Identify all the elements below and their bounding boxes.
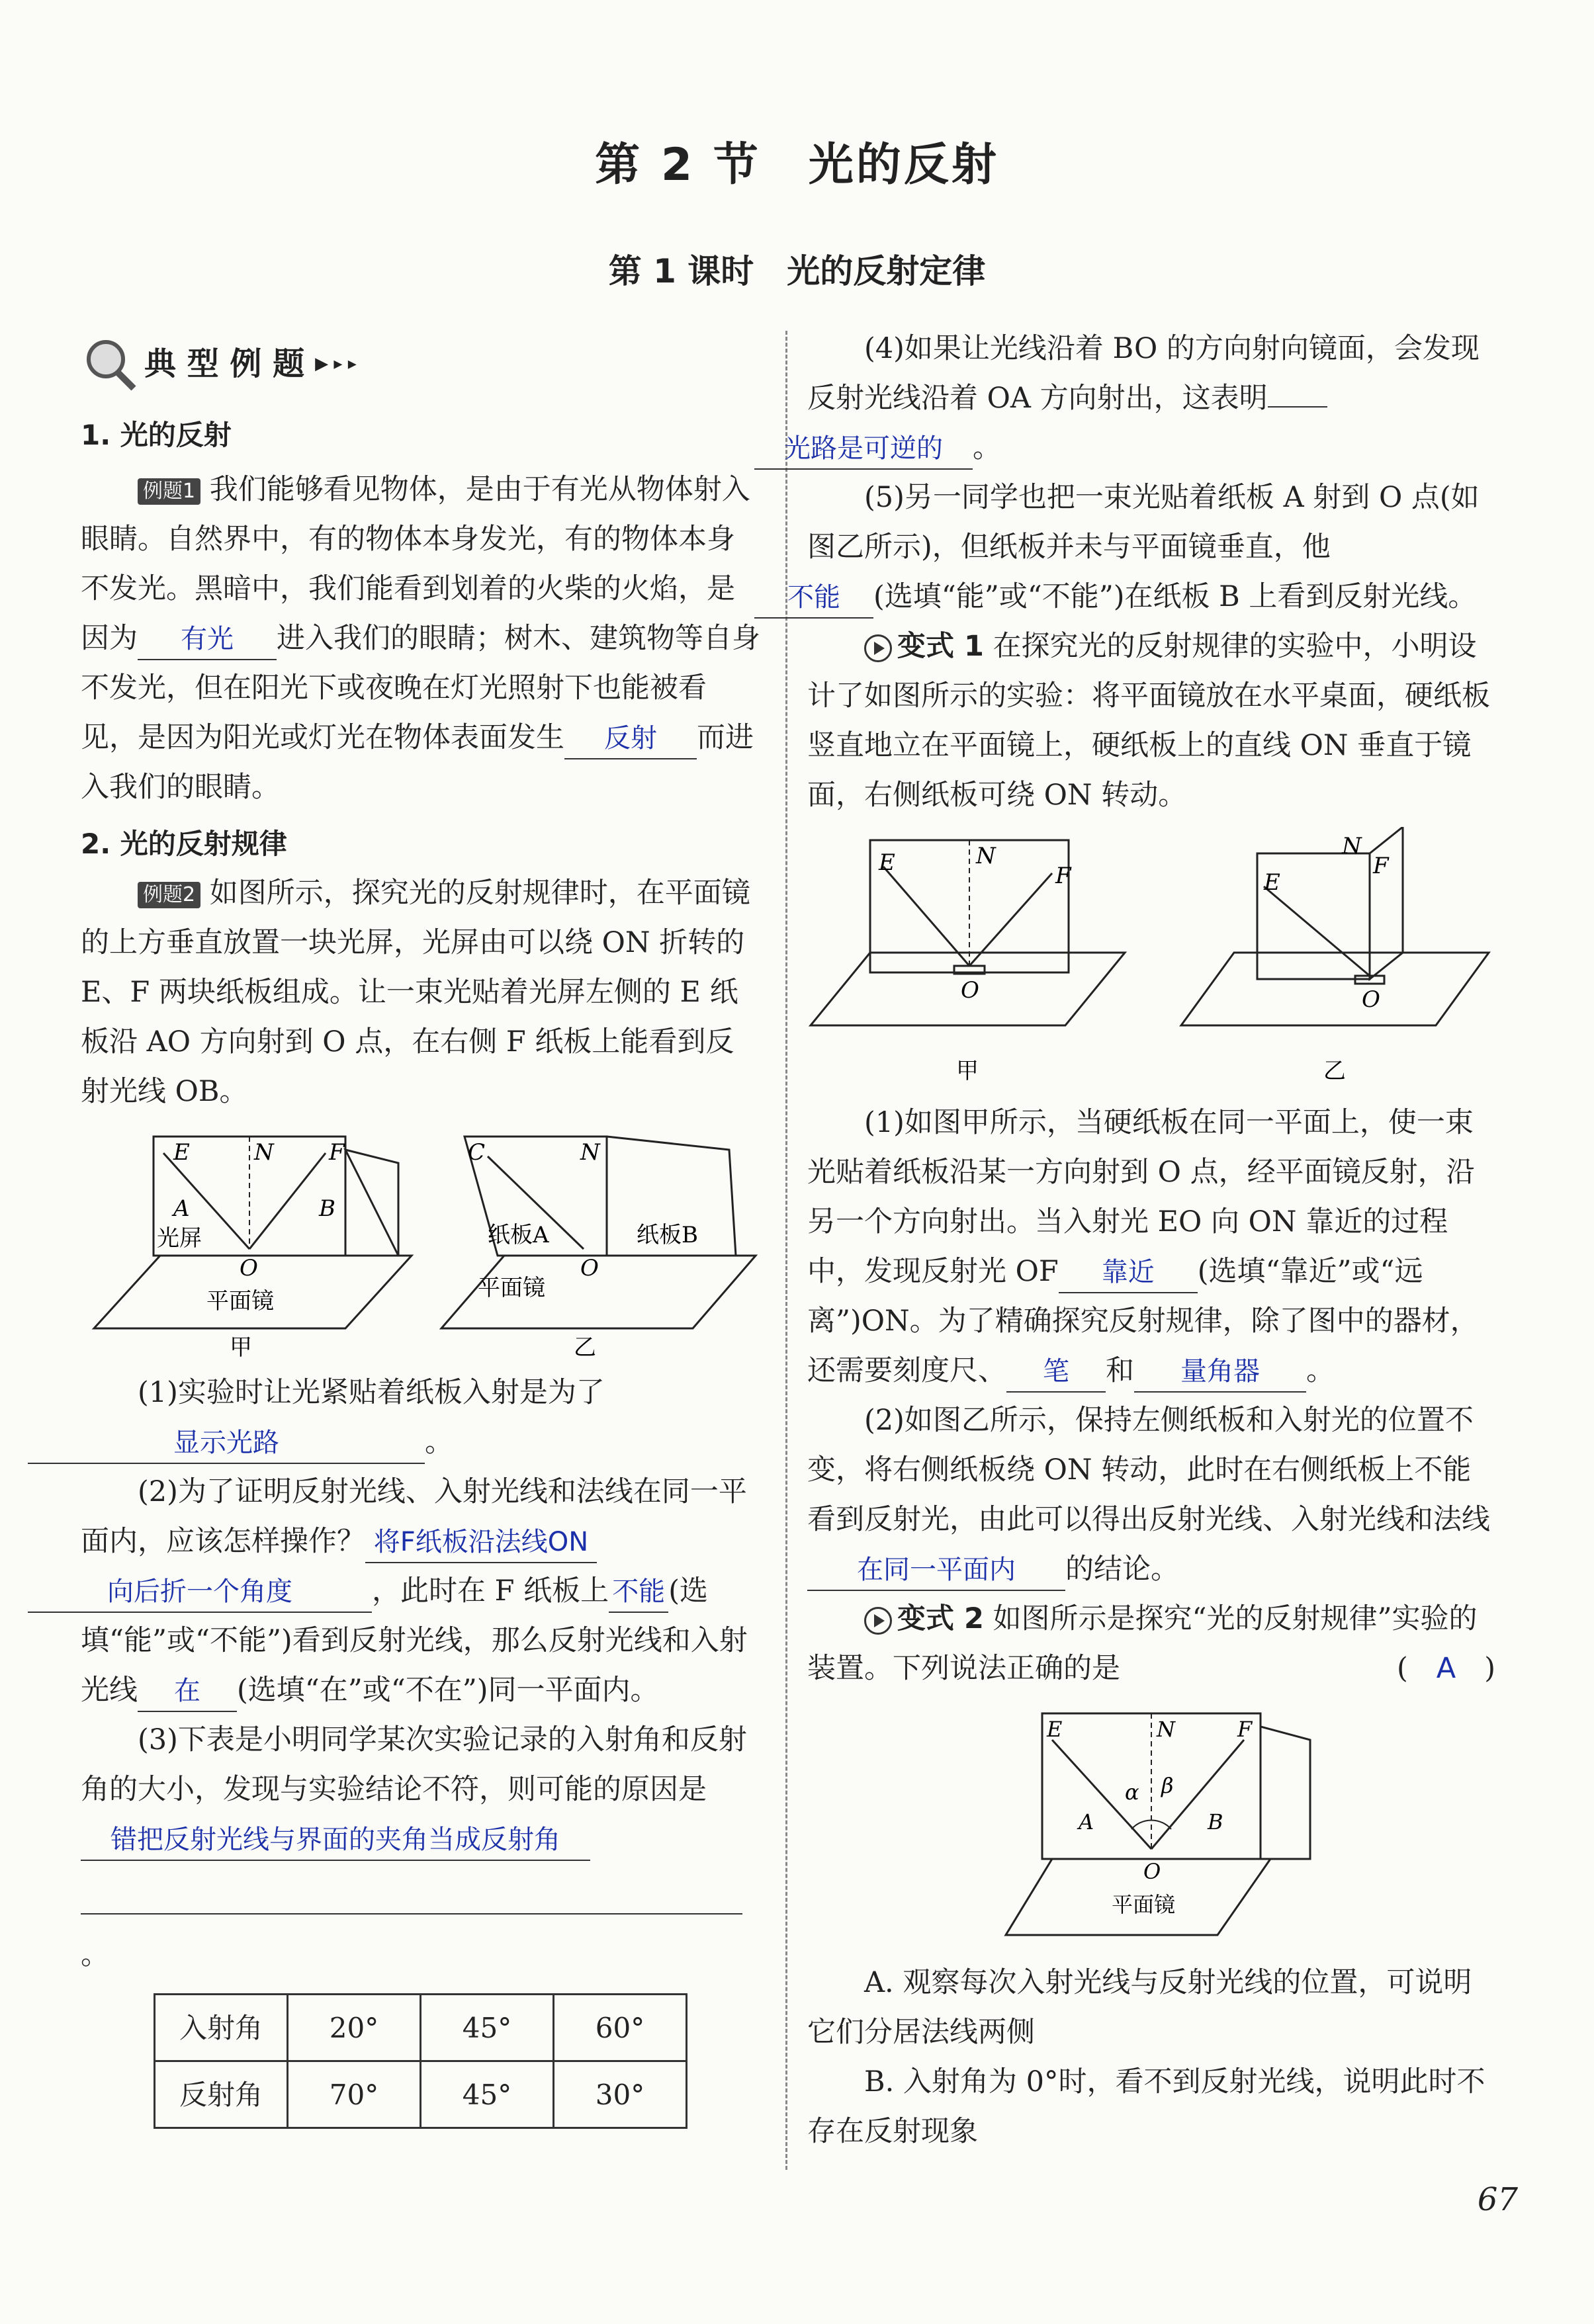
figure-jia — [94, 1137, 412, 1361]
figure-jia — [811, 840, 1125, 1084]
table-cell: 入射角 — [155, 1995, 288, 2061]
answer-blank: 不能 — [609, 1572, 668, 1613]
answer-blank: 光路是可逆的 — [754, 429, 973, 470]
svg-text:乙: 乙 — [1323, 1058, 1346, 1084]
angle-table — [154, 1993, 687, 2129]
question-2-text: (选填“能”或“不能”)看到反射光线，那么反射光线和入射光线 — [81, 1574, 748, 1707]
answer-blank-line — [81, 1913, 742, 1915]
svg-text:B: B — [319, 1195, 335, 1222]
page-number: 67 — [1477, 2181, 1518, 2218]
answer-blank: 向后折一个角度 — [28, 1572, 372, 1613]
svg-text:N: N — [976, 843, 996, 869]
answer-blank: 笔 — [1006, 1352, 1106, 1393]
question-2-text: ，此时在 F 纸板上 — [372, 1574, 609, 1608]
section-header-label: 典 型 例 题 — [144, 345, 305, 382]
question-4 — [784, 324, 1495, 473]
svg-text:甲: 甲 — [230, 1334, 252, 1361]
answer-blank: 量角器 — [1134, 1352, 1306, 1393]
svg-text:O: O — [1143, 1859, 1161, 1884]
answer-blank: 不能 — [754, 578, 873, 619]
variant-1-text: 在探究光的反射规律的实验中，小明设计了如图所示的实验：将平面镜放在水平桌面，硬纸板竖直地立在平面镜上，硬纸板上的直线 ON 垂直于镜面，右侧纸板可绕 ON 转动。 — [807, 630, 1490, 812]
lesson-title: 第 1 课时 光的反射定律 — [608, 252, 986, 290]
svg-text:α: α — [1125, 1780, 1139, 1805]
figure-reflection-apparatus — [81, 1123, 762, 1361]
option-a: A. 观察每次入射光线与反射光线的位置，可说明它们分居法线两侧 — [807, 1966, 1472, 2049]
figure-yi — [441, 1137, 756, 1361]
svg-text:N: N — [580, 1139, 600, 1166]
section-heading-1: 1. 光的反射 — [81, 419, 232, 451]
variant-1-question-1-text: 和 — [1106, 1354, 1134, 1387]
question-5-text: (选填“能”或“不能”)在纸板 B 上看到反射光线。 — [873, 580, 1477, 613]
question-3-text: (3)下表是小明同学某次实验记录的入射角和反射角的大小，发现与实验结论不符，则可能的原因是 — [81, 1723, 747, 1806]
option-b: B. 入射角为 0°时，看不到反射光线，说明此时不存在反射现象 — [807, 2065, 1485, 2148]
svg-text:E: E — [1047, 1717, 1063, 1742]
right-column — [784, 324, 1495, 2157]
svg-text:O: O — [580, 1255, 599, 1281]
punctuation: 。 — [1306, 1354, 1335, 1387]
svg-text:F: F — [329, 1139, 345, 1166]
arrows-icon: ▶ ▸ ▸ — [315, 353, 357, 374]
svg-text:F: F — [1373, 853, 1389, 879]
variant-tag: 变式 1 — [897, 630, 984, 663]
table-cell: 30° — [554, 2061, 687, 2128]
variant-tag: 变式 2 — [897, 1602, 984, 1635]
svg-text:A: A — [173, 1195, 190, 1222]
magnifier-icon — [81, 335, 138, 392]
svg-text:纸板A: 纸板A — [488, 1222, 549, 1248]
punctuation: 。 — [425, 1426, 453, 1459]
svg-text:平面镜: 平面镜 — [1112, 1892, 1176, 1917]
svg-text:O: O — [240, 1255, 258, 1281]
variant-1-question-2 — [807, 1396, 1495, 1594]
svg-text:平面镜: 平面镜 — [206, 1288, 274, 1314]
play-icon — [864, 1607, 892, 1635]
variant-2 — [807, 1594, 1495, 1694]
question-2-text: (2)为了证明反射光线、入射光线和法线在同一平面内，应该怎样操作？ — [81, 1475, 747, 1558]
question-2 — [81, 1467, 762, 1715]
svg-text:F: F — [1237, 1717, 1253, 1742]
svg-text:光屏: 光屏 — [157, 1225, 202, 1252]
figure-yi — [1181, 827, 1489, 1084]
example-1 — [81, 465, 762, 812]
example-1-text: 进入我们的眼睛；树木、建筑物等自身不发光，但在阳光下或夜晚在灯光照射下也能被看见，是因为阳光或灯光在物体表面发生 — [81, 622, 760, 754]
answer-blank: 在同一平面内 — [807, 1550, 1065, 1591]
variant-1-question-2-text: 的结论。 — [1065, 1553, 1179, 1586]
svg-text:N: N — [1157, 1717, 1175, 1742]
svg-text:B: B — [1208, 1809, 1223, 1834]
table-cell: 45° — [421, 2061, 554, 2128]
question-1-text: (1)实验时让光紧贴着纸板入射是为了 — [138, 1376, 605, 1409]
example-tag: 例题2 — [138, 882, 200, 908]
left-column — [81, 331, 762, 2129]
figure-cardboard-apparatus — [807, 827, 1495, 1092]
variant-1 — [807, 622, 1495, 820]
question-2-text: (选填“在”或“不在”)同一平面内。 — [237, 1674, 659, 1707]
figure-reflection-angles — [807, 1700, 1495, 1952]
question-4-text: (4)如果让光线沿着 BO 的方向射向镜面，会发现反射光线沿着 OA 方向射出，这表明 — [807, 332, 1480, 415]
svg-text:纸板B: 纸板B — [637, 1222, 698, 1248]
answer-blank: 靠近 — [1059, 1252, 1198, 1293]
svg-text:甲: 甲 — [956, 1058, 979, 1084]
punctuation: 。 — [973, 431, 1001, 464]
table-row — [155, 1995, 687, 2061]
example-2 — [81, 869, 762, 1117]
answer-blank: 将F纸板沿法线ON — [365, 1522, 597, 1563]
table-row — [155, 2061, 687, 2128]
example-2-text: 如图所示，探究光的反射规律时，在平面镜的上方垂直放置一块光屏，光屏由可以绕 ON 折转的 E、F 两块纸板组成。让一束光贴着光屏左侧的 E 纸板沿 AO 方向射到 O 点，在右侧 F 纸板上能看到反射光线 OB。 — [81, 877, 750, 1108]
example-1-text: 我们能够看见物体，是由于有光从物体射入眼睛。自然界中，有的物体本身发光，有的物体本身不发光。黑暗中，我们能看到划着的火柴的火焰，是因为 — [81, 473, 750, 655]
svg-text:O: O — [961, 977, 979, 1004]
example-tag: 例题1 — [138, 478, 200, 505]
question-3 — [81, 1715, 762, 1864]
svg-text:F: F — [1055, 863, 1071, 889]
svg-text:β: β — [1161, 1773, 1174, 1798]
svg-text:E: E — [173, 1139, 190, 1166]
question-1 — [81, 1368, 762, 1467]
variant-2-text: 如图所示是探究“光的反射规律”实验的装置。下列说法正确的是 — [807, 1602, 1478, 1685]
answer-blank: 有光 — [138, 619, 277, 660]
punctuation: 。 — [81, 1938, 109, 1971]
svg-text:N: N — [254, 1139, 274, 1166]
table-cell: 20° — [288, 1995, 421, 2061]
svg-text:A: A — [1079, 1809, 1094, 1834]
answer-choice: A — [1436, 1652, 1456, 1685]
section-heading-2: 2. 光的反射规律 — [81, 828, 287, 860]
answer-blank: 反射 — [564, 718, 697, 759]
svg-text:N: N — [1342, 833, 1362, 859]
variant-1-question-1 — [807, 1098, 1495, 1396]
svg-text:O: O — [1362, 986, 1380, 1013]
svg-text:E: E — [879, 849, 895, 876]
section-header — [81, 331, 762, 397]
svg-text:乙: 乙 — [574, 1334, 596, 1361]
question-3-cont — [81, 1881, 762, 1980]
play-icon — [864, 634, 892, 662]
table-cell: 45° — [421, 1995, 554, 2061]
chapter-title: 第 2 节 光的反射 — [595, 139, 999, 191]
variant-1-question-1-text: (选填“靠近”或“远离”)ON。为了精确探究反射规律，除了图中的器材，还需要刻度尺、 — [807, 1255, 1479, 1387]
svg-text:C: C — [468, 1139, 486, 1166]
question-5 — [787, 473, 1495, 622]
example-1-text: 而进入我们的眼睛。 — [81, 721, 754, 804]
answer-blank-line — [1268, 406, 1327, 408]
variant-1-question-1-text: (1)如图甲所示，当硬纸板在同一平面上，使一束光贴着纸板沿某一方向射到 O 点，经平面镜反射，沿另一个方向射出。当入射光 EO 向 ON 靠近的过程中，发现反射光 OF — [807, 1106, 1475, 1288]
svg-text:E: E — [1264, 869, 1280, 896]
table-cell: 反射角 — [155, 2061, 288, 2128]
answer-blank: 在 — [138, 1671, 237, 1712]
answer-blank: 错把反射光线与界面的夹角当成反射角 — [81, 1820, 590, 1861]
table-cell: 60° — [554, 1995, 687, 2061]
answer-paren: ( A ) — [1397, 1652, 1495, 1685]
variant-1-question-2-text: (2)如图乙所示，保持左侧纸板和入射光的位置不变，将右侧纸板绕 ON 转动，此时在右侧纸板上不能看到反射光，由此可以得出反射光线、入射光线和法线 — [807, 1404, 1490, 1536]
question-5-text: (5)另一同学也把一束光贴着纸板 A 射到 O 点(如图乙所示)，但纸板并未与平面镜垂直，他 — [807, 481, 1480, 564]
answer-blank: 显示光路 — [28, 1423, 425, 1464]
svg-text:平面镜: 平面镜 — [478, 1275, 545, 1301]
table-cell: 70° — [288, 2061, 421, 2128]
